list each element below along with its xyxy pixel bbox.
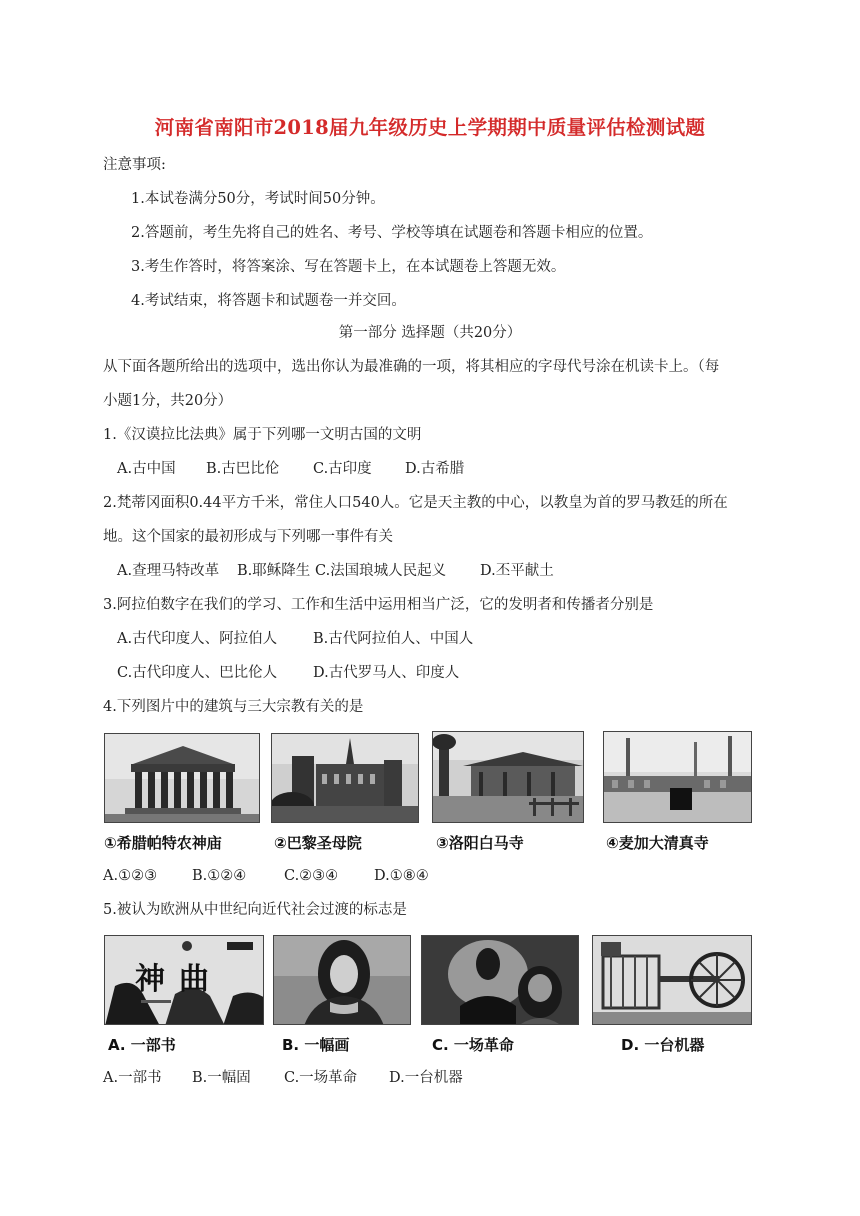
option-d[interactable]: D.古希腊 bbox=[405, 461, 465, 477]
option-d[interactable]: D.①⑧④ bbox=[374, 868, 429, 884]
notice-item: 3.考生作答时，将答案涂、写在答题卡上，在本试题卷上答题无效。 bbox=[131, 259, 566, 275]
option-a[interactable]: A.一部书 bbox=[103, 1070, 162, 1086]
option-c[interactable]: C.古印度 bbox=[313, 461, 372, 477]
part-instruction: 从下面各题所给出的选项中，选出你认为最准确的一项，将其相应的字母代号涂在机读卡上。（每 bbox=[103, 359, 720, 375]
picture-caption: B. 一幅画 bbox=[282, 1036, 350, 1054]
question-options-4 bbox=[103, 866, 429, 886]
mecca-mosque-image bbox=[603, 731, 752, 823]
question-stem-1: 1.《汉谟拉比法典》属于下列哪一文明古国的文明 bbox=[103, 427, 422, 443]
notice-item: 1.本试卷满分50分，考试时间50分钟。 bbox=[131, 191, 385, 207]
question-stem-2: 2.梵蒂冈面积0.44平方千米，常住人口540人。它是天主教的中心，以教皇为首的罗马教廷的所在 bbox=[103, 495, 728, 511]
question-stem-2-cont: 地。这个国家的最初形成与下列哪一事件有关 bbox=[103, 529, 393, 545]
part-heading: 第一部分 选择题（共20分） bbox=[338, 325, 522, 341]
notice-item: 2.答题前，考生先将自己的姓名、考号、学校等填在试题卷和答题卡相应的位置。 bbox=[131, 225, 653, 241]
option-c[interactable]: C.古代印度人、巴比伦人 bbox=[117, 665, 278, 681]
option-b[interactable]: B.①②④ bbox=[192, 868, 247, 884]
divine-comedy-book-image bbox=[104, 935, 264, 1025]
option-b[interactable]: B.耶稣降生 bbox=[237, 563, 311, 579]
question-stem-3: 3.阿拉伯数字在我们的学习、工作和生活中运用相当广泛，它的发明者和传播者分别是 bbox=[103, 597, 654, 613]
question-options-3b bbox=[117, 663, 459, 683]
revolution-image bbox=[421, 935, 579, 1025]
picture-caption: C. 一场革命 bbox=[432, 1036, 514, 1054]
picture-caption: A. 一部书 bbox=[108, 1036, 176, 1054]
picture-caption: ①希腊帕特农神庙 bbox=[104, 834, 222, 852]
steam-machine-image bbox=[592, 935, 752, 1025]
option-d[interactable]: D.古代罗马人、印度人 bbox=[313, 665, 460, 681]
white-horse-temple-image bbox=[432, 731, 584, 823]
question-options-3a bbox=[117, 629, 473, 649]
question-stem-4: 4.下列图片中的建筑与三大宗教有关的是 bbox=[103, 699, 364, 715]
picture-caption: D. 一台机器 bbox=[621, 1036, 705, 1054]
part-instruction: 小题1分，共20分） bbox=[103, 393, 233, 409]
option-c[interactable]: C.②③④ bbox=[284, 868, 339, 884]
option-b[interactable]: B.古巴比伦 bbox=[206, 461, 280, 477]
question-stem-5: 5.被认为欧洲从中世纪向近代社会过渡的标志是 bbox=[103, 902, 407, 918]
option-b[interactable]: B.一幅固 bbox=[192, 1070, 251, 1086]
option-a[interactable]: A.古中国 bbox=[117, 461, 176, 477]
notice-heading: 注意事项: bbox=[103, 157, 166, 173]
option-c[interactable]: C.一场革命 bbox=[284, 1070, 358, 1086]
picture-caption: ③洛阳白马寺 bbox=[436, 834, 524, 852]
page-title: 河南省南阳市2018届九年级历史上学期期中质量评估检测试题 bbox=[154, 116, 706, 139]
option-a[interactable]: A.①②③ bbox=[103, 868, 158, 884]
book-title: 神曲 bbox=[135, 962, 223, 997]
option-b[interactable]: B.古代阿拉伯人、中国人 bbox=[313, 631, 474, 647]
notre-dame-image bbox=[271, 733, 419, 823]
mona-lisa-image bbox=[273, 935, 411, 1025]
option-a[interactable]: A.查理马特改革 bbox=[117, 563, 220, 579]
option-a[interactable]: A.古代印度人、阿拉伯人 bbox=[117, 631, 278, 647]
question-options-2 bbox=[117, 561, 554, 581]
question-options-5 bbox=[103, 1068, 463, 1088]
picture-caption: ②巴黎圣母院 bbox=[274, 834, 362, 852]
parthenon-image bbox=[104, 733, 260, 823]
option-d[interactable]: D.一台机器 bbox=[389, 1070, 463, 1086]
option-d[interactable]: D.丕平献土 bbox=[480, 563, 554, 579]
notice-item: 4.考试结束，将答题卡和试题卷一并交回。 bbox=[131, 293, 406, 309]
picture-caption: ④麦加大清真寺 bbox=[606, 834, 709, 852]
option-c[interactable]: C.法国琅城人民起义 bbox=[315, 563, 447, 579]
question-options-1 bbox=[117, 459, 464, 479]
